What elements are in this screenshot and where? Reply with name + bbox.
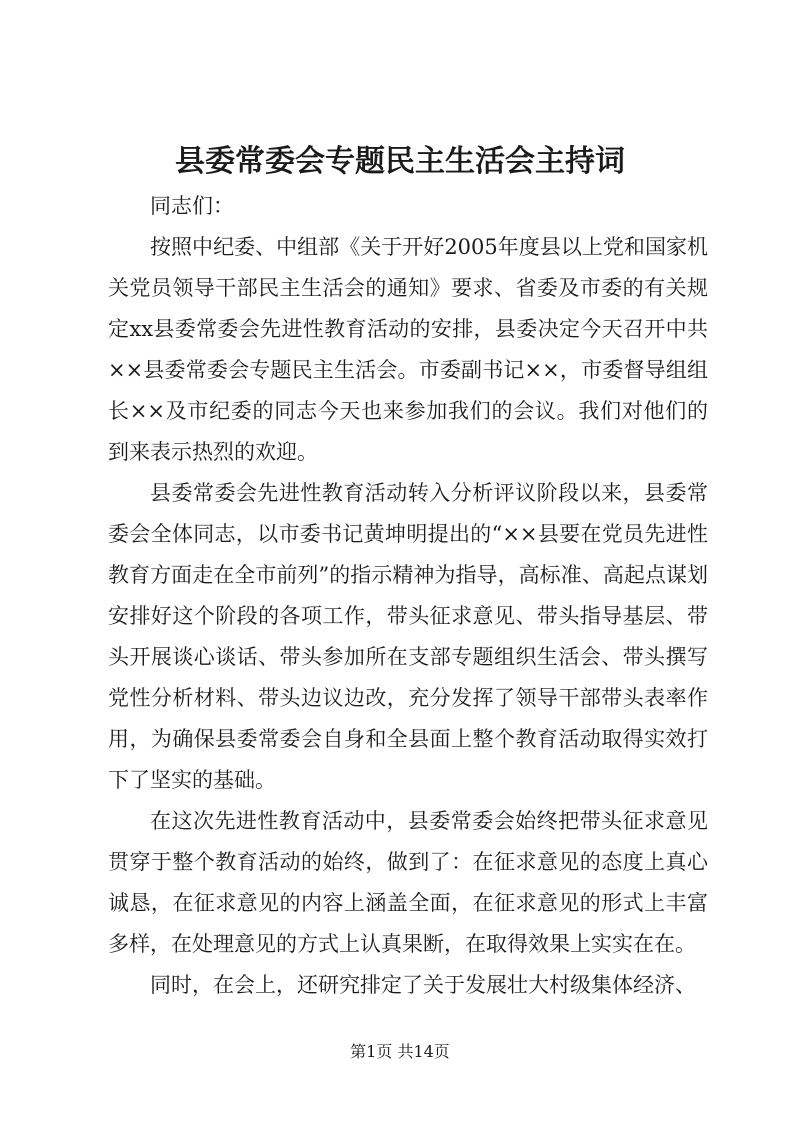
paragraph-4: 同时，在会上，还研究排定了关于发展壮大村级集体经济、 [150, 973, 696, 997]
paragraph-2: 县委常委会先进性教育活动转入分析评议阶段以来，县委常委会全体同志，以市委书记黄坤明提出的“××县要在党员先进性教育方面走在全市前列”的指示精神为指导，高标准、高起点谋划安排好这个阶段的各项工作，带头征求意见、带头指导基层、带头开展谈心谈话、带头参加所在支部专题组织生活会、带头撰写党性分析材料、带头边议边改，充分发挥了领导干部带头表率作用，为确保县委常委会自身和全县面上整个教育活动取得实效打下了坚实的基础。 [108, 481, 708, 792]
paragraph-1: 按照中纪委、中组部《关于开好2005年度县以上党和国家机关党员领导干部民主生活会的通知》要求、省委及市委的有关规定xx县委常委会先进性教育活动的安排，县委决定今天召开中共××县委常委会专题民主生活会。市委副书记××，市委督导组组长××及市纪委的同志今天也来参加我们的会议。我们对他们的到来表示热烈的欢迎。 [108, 235, 708, 464]
document-title: 县委常委会专题民主生活会主持词 [175, 144, 625, 179]
page-number-footer: 第1页 共14页 [350, 1042, 450, 1061]
paragraph-3: 在这次先进性教育活动中，县委常委会始终把带头征求意见贯穿于整个教育活动的始终，做到了：在征求意见的态度上真心诚恳，在征求意见的内容上涵盖全面，在征求意见的形式上丰富多样，在处理意见的方式上认真果断，在取得效果上实实在在。 [108, 809, 708, 956]
document-body [108, 186, 708, 1006]
greeting: 同志们： [150, 194, 234, 218]
